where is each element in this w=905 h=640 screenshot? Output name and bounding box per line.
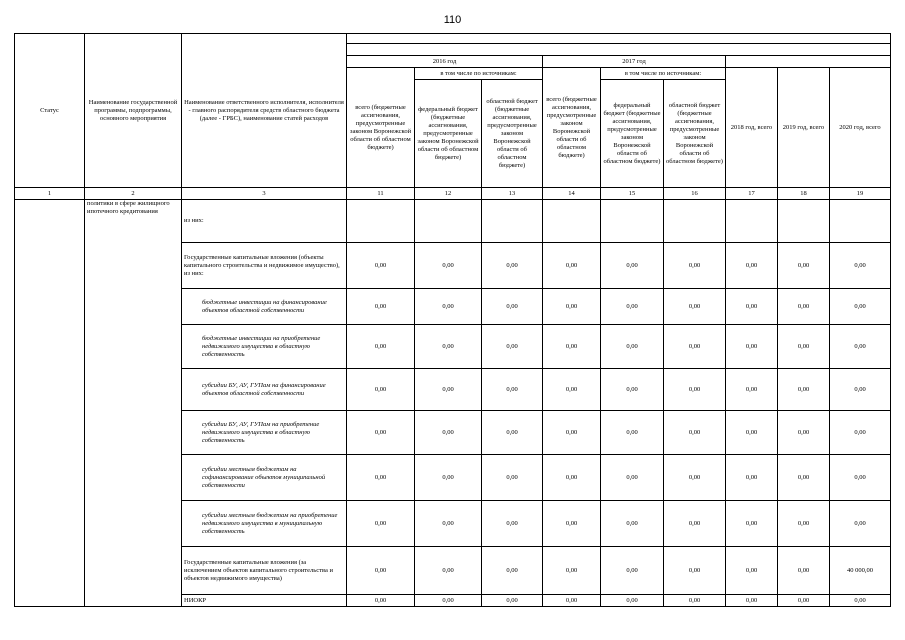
value-cell: 0,00	[778, 325, 830, 369]
column-number: 13	[482, 188, 543, 200]
header-status: Статус	[15, 34, 85, 188]
value-cell: 0,00	[726, 595, 778, 607]
value-cell: 0,00	[543, 455, 601, 501]
program-cell: политики в сфере жилищного ипотечного кредитования	[85, 200, 182, 607]
column-number: 19	[830, 188, 891, 200]
column-numbers-row	[15, 188, 891, 200]
header-blank-line-2	[347, 44, 891, 56]
value-cell: 0,00	[543, 411, 601, 455]
expense-item-label: субсидии БУ, АУ, ГУПам на приобретение недвижимого имущества в областную собственность	[182, 411, 347, 455]
table-body	[15, 200, 891, 607]
value-cell: 0,00	[726, 547, 778, 595]
value-cell: 0,00	[543, 547, 601, 595]
status-cell	[15, 200, 85, 607]
value-cell: 0,00	[778, 595, 830, 607]
header-year-2017: 2017 год	[543, 56, 726, 68]
value-cell: 0,00	[726, 501, 778, 547]
value-cell: 0,00	[601, 243, 664, 289]
value-cell	[347, 200, 415, 243]
value-cell: 0,00	[778, 243, 830, 289]
value-cell: 0,00	[778, 289, 830, 325]
value-cell: 0,00	[664, 369, 726, 411]
value-cell: 0,00	[664, 547, 726, 595]
value-cell: 0,00	[778, 547, 830, 595]
value-cell: 0,00	[347, 455, 415, 501]
expense-item-label: НИОКР	[182, 595, 347, 607]
value-cell: 0,00	[347, 411, 415, 455]
value-cell: 0,00	[664, 289, 726, 325]
value-cell: 0,00	[482, 243, 543, 289]
value-cell: 0,00	[664, 501, 726, 547]
table-header	[15, 34, 891, 200]
value-cell	[482, 200, 543, 243]
expense-item-label: Государственные капитальные вложения (за исключением объектов капитального строительства и объектов недвижимого имущества)	[182, 547, 347, 595]
value-cell: 0,00	[347, 501, 415, 547]
value-cell: 0,00	[664, 455, 726, 501]
value-cell: 0,00	[726, 411, 778, 455]
value-cell: 0,00	[482, 369, 543, 411]
header-2020: 2020 год, всего	[830, 68, 891, 188]
value-cell: 0,00	[482, 547, 543, 595]
value-cell: 0,00	[830, 369, 891, 411]
value-cell: 0,00	[415, 455, 482, 501]
column-number: 12	[415, 188, 482, 200]
column-number: 2	[85, 188, 182, 200]
column-number: 1	[15, 188, 85, 200]
value-cell: 0,00	[601, 501, 664, 547]
header-year-2016: 2016 год	[347, 56, 543, 68]
value-cell: 0,00	[726, 325, 778, 369]
value-cell	[726, 200, 778, 243]
value-cell: 0,00	[347, 325, 415, 369]
value-cell: 0,00	[415, 325, 482, 369]
value-cell: 0,00	[601, 595, 664, 607]
value-cell: 0,00	[664, 411, 726, 455]
header-blank-line-1	[347, 34, 891, 44]
value-cell: 0,00	[664, 325, 726, 369]
value-cell: 0,00	[601, 411, 664, 455]
header-total-2017: всего (бюджетные ассигнования, предусмотренные законом Воронежской области об областном бюджете)	[543, 68, 601, 188]
value-cell: 0,00	[726, 455, 778, 501]
value-cell: 0,00	[726, 289, 778, 325]
header-blank-years	[726, 56, 891, 68]
expense-item-label: бюджетные инвестиции на финансирование объектов областной собственности	[182, 289, 347, 325]
value-cell: 0,00	[830, 411, 891, 455]
value-cell: 0,00	[347, 369, 415, 411]
value-cell: 0,00	[726, 243, 778, 289]
header-federal-2017: федеральный бюджет (бюджетные ассигнования, предусмотренные законом Воронежской области об областном бюджете)	[601, 80, 664, 188]
column-number: 3	[182, 188, 347, 200]
header-federal-2016: федеральный бюджет (бюджетные ассигнования, предусмотренные законом Воронежской области об областном бюджете)	[415, 80, 482, 188]
value-cell	[778, 200, 830, 243]
header-sources-2017: в том числе по источникам:	[601, 68, 726, 80]
column-number: 14	[543, 188, 601, 200]
value-cell: 40 000,00	[830, 547, 891, 595]
value-cell	[543, 200, 601, 243]
value-cell: 0,00	[830, 501, 891, 547]
value-cell: 0,00	[726, 369, 778, 411]
value-cell: 0,00	[482, 595, 543, 607]
value-cell: 0,00	[415, 547, 482, 595]
value-cell: 0,00	[664, 595, 726, 607]
column-number: 17	[726, 188, 778, 200]
value-cell: 0,00	[415, 243, 482, 289]
value-cell: 0,00	[543, 369, 601, 411]
value-cell: 0,00	[543, 289, 601, 325]
value-cell: 0,00	[830, 455, 891, 501]
value-cell: 0,00	[347, 289, 415, 325]
value-cell: 0,00	[415, 369, 482, 411]
value-cell: 0,00	[415, 411, 482, 455]
expense-item-label: субсидии БУ, АУ, ГУПам на финансирование объектов областной собственности	[182, 369, 347, 411]
value-cell: 0,00	[347, 595, 415, 607]
header-2018: 2018 год, всего	[726, 68, 778, 188]
value-cell: 0,00	[601, 369, 664, 411]
value-cell: 0,00	[347, 547, 415, 595]
value-cell: 0,00	[778, 455, 830, 501]
header-total-2016: всего (бюджетные ассигнования, предусмотренные законом Воронежской области об областном бюджете)	[347, 68, 415, 188]
value-cell	[601, 200, 664, 243]
table-row	[15, 200, 891, 243]
value-cell: 0,00	[664, 243, 726, 289]
header-regional-2016: областной бюджет (бюджетные ассигнования, предусмотренные законом Воронежской области об областном бюджете)	[482, 80, 543, 188]
value-cell: 0,00	[601, 289, 664, 325]
value-cell	[664, 200, 726, 243]
value-cell: 0,00	[830, 243, 891, 289]
value-cell: 0,00	[830, 325, 891, 369]
value-cell: 0,00	[482, 501, 543, 547]
header-2019: 2019 год, всего	[778, 68, 830, 188]
value-cell	[830, 200, 891, 243]
expense-item-label: из них:	[182, 200, 347, 243]
value-cell: 0,00	[415, 595, 482, 607]
budget-table	[14, 33, 891, 607]
expense-item-label: Государственные капитальные вложения (объекты капитального строительства и недвижимое имущество), из них:	[182, 243, 347, 289]
value-cell: 0,00	[601, 547, 664, 595]
header-sources-2016: в том числе по источникам:	[415, 68, 543, 80]
value-cell: 0,00	[482, 411, 543, 455]
expense-item-label: субсидии местным бюджетам на приобретение недвижимого имущества в муниципальную собственность	[182, 501, 347, 547]
header-executor: Наименование ответственного исполнителя, исполнителя - главного распорядителя средств областного бюджета (далее - ГРБС), наименование статей расходов	[182, 34, 347, 188]
column-number: 18	[778, 188, 830, 200]
page-number: 110	[443, 14, 462, 26]
column-number: 11	[347, 188, 415, 200]
value-cell	[415, 200, 482, 243]
column-number: 15	[601, 188, 664, 200]
header-regional-2017: областной бюджет (бюджетные ассигнования, предусмотренные законом Воронежской области об областном бюджете)	[664, 80, 726, 188]
value-cell: 0,00	[415, 501, 482, 547]
value-cell: 0,00	[830, 595, 891, 607]
value-cell: 0,00	[543, 243, 601, 289]
value-cell: 0,00	[482, 289, 543, 325]
expense-item-label: бюджетные инвестиции на приобретение недвижимого имущества в областную собственность	[182, 325, 347, 369]
value-cell: 0,00	[347, 243, 415, 289]
column-number: 16	[664, 188, 726, 200]
value-cell: 0,00	[601, 325, 664, 369]
value-cell: 0,00	[830, 289, 891, 325]
value-cell: 0,00	[482, 455, 543, 501]
header-program-name: Наименование государственной программы, подпрограммы, основного мероприятия	[85, 34, 182, 188]
value-cell: 0,00	[601, 455, 664, 501]
expense-item-label: субсидии местным бюджетам на софинансирование объектов муниципальной собственности	[182, 455, 347, 501]
value-cell: 0,00	[415, 289, 482, 325]
value-cell: 0,00	[778, 369, 830, 411]
value-cell: 0,00	[778, 411, 830, 455]
value-cell: 0,00	[543, 595, 601, 607]
value-cell: 0,00	[543, 325, 601, 369]
value-cell: 0,00	[543, 501, 601, 547]
value-cell: 0,00	[778, 501, 830, 547]
value-cell: 0,00	[482, 325, 543, 369]
